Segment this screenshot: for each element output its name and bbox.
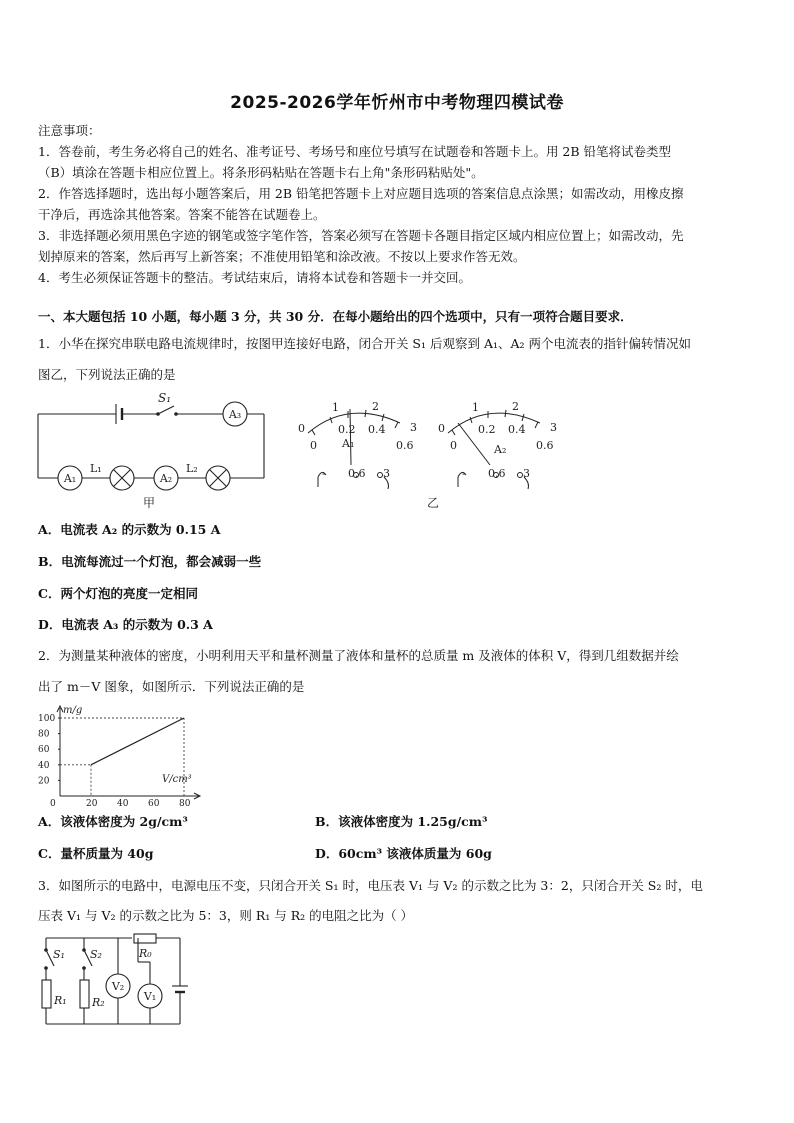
x-tick-label: 60 (148, 799, 160, 806)
voltmeter-v1-label: V₁ (143, 990, 157, 1003)
q1-option-c[interactable]: C．两个灯泡的亮度一定相同 (38, 586, 198, 601)
x-tick-label: 20 (86, 799, 98, 806)
series-line (91, 718, 184, 765)
meter-a2-scale-bottom: 0.6 (536, 439, 554, 452)
resistor-r2-label: R₂ (92, 996, 105, 1009)
q1-option-a[interactable]: A．电流表 A₂ 的示数为 0.15 A (38, 522, 221, 537)
x-tick-label: 40 (117, 799, 129, 806)
lamp-l2-label: L₂ (186, 462, 198, 475)
question-2-stem: 出了 m－V 图象，如图所示．下列说法正确的是 (38, 679, 305, 694)
meter-a1-scale-top: 0 (298, 422, 305, 435)
meter-a1-name: A₁ (342, 437, 355, 450)
meter-a1-scale-bottom: 0.4 (368, 423, 386, 436)
section-heading: 一、本大题包括 10 小题，每小题 3 分，共 30 分．在每小题给出的四个选项中，只有一项符合题目要求． (38, 309, 633, 324)
ammeter-a3-label: A₃ (228, 408, 242, 421)
switch-s1-label: S₁ (158, 392, 172, 405)
y-axis-label: m/g (63, 705, 83, 716)
question-1-stem: 图乙，下列说法正确的是 (38, 367, 176, 382)
question-3-stem: 3．如图所示的电路中，电源电压不变，只闭合开关 S₁ 时，电压表 V₁ 与 V₂ 的示数之比为 3：2，只闭合开关 S₂ 时，电 (38, 878, 703, 893)
q2-option-a[interactable]: A．该液体密度为 2g/cm³ (38, 814, 188, 829)
resistor-r1 (42, 980, 51, 1008)
q2-option-b[interactable]: B．该液体密度为 1.25g/cm³ (315, 814, 488, 829)
meter-a2-terminal: - (462, 467, 466, 480)
notice-line: 干净后，再选涂其他答案。答案不能答在试题卷上。 (38, 207, 326, 222)
meter-a1-terminal: 3 (383, 467, 390, 480)
notice-line: 划掉原来的答案，然后再写上新答案；不准使用铅笔和涂改液。不按以上要求作答无效。 (38, 249, 526, 264)
q1-option-b[interactable]: B．电流每流过一个灯泡，都会减弱一些 (38, 554, 262, 569)
notice-line: （B）填涂在答题卡相应位置上。将条形码粘贴在答题卡右上角"条形码粘贴处"。 (38, 165, 484, 180)
meter-a2-scale-bottom: 0.2 (478, 423, 496, 436)
q1-option-d[interactable]: D．电流表 A₃ 的示数为 0.3 A (38, 617, 213, 632)
y-tick-label: 40 (38, 760, 50, 771)
meter-a2-name: A₂ (494, 443, 507, 456)
meter-a2-scale-top: 1 (472, 401, 479, 414)
q3-circuit (34, 932, 194, 1032)
switch-s1-label: S₁ (53, 948, 65, 961)
page-title: 2025-2026学年忻州市中考物理四模试卷 (230, 93, 564, 113)
figure-jia-label: 甲 (142, 496, 156, 510)
q2-option-c[interactable]: C．量杯质量为 40g (38, 846, 154, 861)
question-1-stem: 1．小华在探究串联电路电流规律时，按图甲连接好电路，闭合开关 S₁ 后观察到 A₁、A₂ 两个电流表的指针偏转情况如 (38, 336, 691, 351)
q2-mv-chart (36, 702, 206, 806)
x-axis-label: V/cm³ (162, 774, 192, 785)
meter-a2-scale-top: 0 (438, 422, 445, 435)
switch-s1-blade (158, 406, 174, 414)
meter-a2-scale-top: 2 (512, 400, 519, 413)
y-tick-label: 60 (38, 745, 50, 756)
meter-a1-scale-bottom: 0 (310, 439, 317, 452)
notice-line: 1．答卷前，考生务必将自己的姓名、准考证号、考场号和座位号填写在试题卷和答题卡上。用 2B 铅笔将试卷类型 (38, 144, 672, 159)
x-tick-label: 0 (50, 799, 56, 806)
question-2-stem: 2．为测量某种液体的密度，小明利用天平和量杯测量了液体和量杯的总质量 m 及液体的体积 V，得到几组数据并绘 (38, 648, 679, 663)
notice-heading: 注意事项： (38, 123, 101, 138)
figure-yi-label: 乙 (426, 496, 440, 510)
notice-line: 3．非选择题必须用黑色字迹的钢笔或签字笔作答，答案必须写在答题卡各题目指定区域内相应位置上；如需改动，先 (38, 228, 684, 243)
ammeter-a1-label: A₁ (63, 472, 77, 485)
x-tick-label: 80 (179, 799, 191, 806)
notice-line: 2．作答选择题时，选出每小题答案后，用 2B 铅笔把答题卡上对应题目选项的答案信息点涂黑；如需改动，用橡皮擦 (38, 186, 684, 201)
notice-line: 4．考生必须保证答题卡的整洁。考试结束后，请将本试卷和答题卡一并交回。 (38, 270, 471, 285)
meter-a2-scale-top: 3 (550, 421, 557, 434)
q1-meters-yi (288, 395, 578, 513)
meter-a2-terminal: 3 (523, 467, 530, 480)
meter-a2-scale-bottom: 0 (450, 439, 457, 452)
resistor-r0 (134, 934, 156, 943)
y-tick-label: 80 (38, 729, 50, 740)
y-tick-label: 20 (38, 776, 50, 787)
meter-a1-terminal: - (322, 467, 326, 480)
meter-a1-scale-top: 3 (410, 421, 417, 434)
resistor-r0-label: R₀ (139, 947, 152, 960)
resistor-r1-label: R₁ (54, 994, 67, 1007)
q1-circuit-jia (34, 392, 270, 512)
meter-a1-scale-bottom: 0.6 (396, 439, 414, 452)
meter-a1-terminal: 0.6 (348, 467, 366, 480)
meter-a2-scale-bottom: 0.4 (508, 423, 526, 436)
ammeter-a2-label: A₂ (159, 472, 173, 485)
resistor-r2 (80, 980, 89, 1008)
meter-a2-terminal: 0.6 (488, 467, 506, 480)
switch-s2-label: S₂ (90, 948, 102, 961)
lamp-l1-label: L₁ (90, 462, 102, 475)
voltmeter-v2-label: V₂ (111, 980, 125, 993)
y-tick-label: 100 (38, 714, 56, 724)
meter-a1-scale-top: 1 (332, 401, 339, 414)
meter-a1-scale-bottom: 0.2 (338, 423, 356, 436)
q2-option-d[interactable]: D．60cm³ 该液体质量为 60g (315, 846, 492, 861)
question-3-stem: 压表 V₁ 与 V₂ 的示数之比为 5：3，则 R₁ 与 R₂ 的电阻之比为（ ） (38, 908, 414, 923)
meter-a1-scale-top: 2 (372, 400, 379, 413)
